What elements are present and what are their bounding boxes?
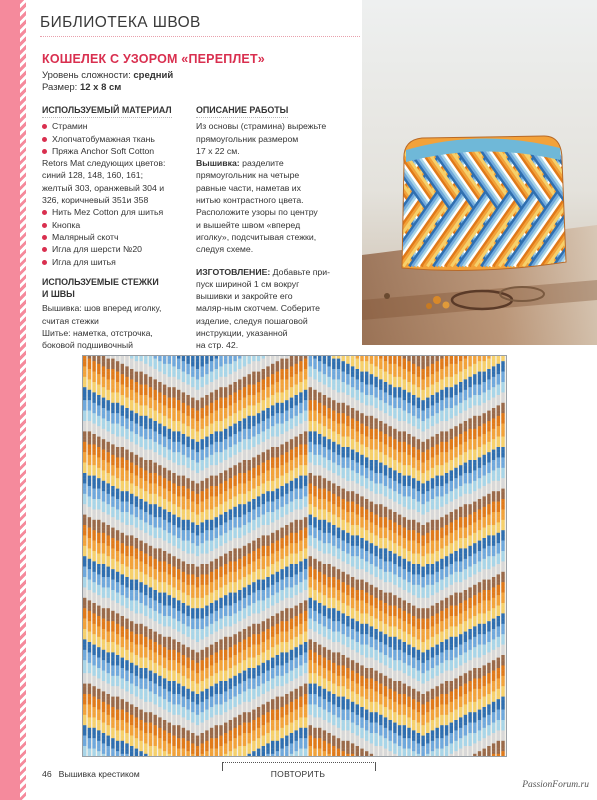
- page-footer: [42, 769, 140, 779]
- description-line: 17 x 22 см.: [196, 145, 240, 156]
- material-text: 326, коричневый 351и 358: [42, 195, 149, 206]
- material-text: Малярный скотч: [52, 231, 119, 242]
- bullet-icon: [42, 235, 47, 240]
- description-line: изделие, следуя пошаговой: [196, 315, 308, 326]
- difficulty-label: Уровень сложности:: [42, 70, 131, 81]
- material-item: [42, 219, 192, 231]
- description-line: Из основы (страмина) вырежьте: [196, 121, 327, 132]
- material-text: Страмин: [52, 121, 88, 132]
- description-heading: ОПИСАНИЕ РАБОТЫ: [196, 104, 288, 118]
- magazine-name: Вышивка крестиком: [58, 769, 140, 779]
- making-line: [196, 266, 360, 278]
- size-line: [42, 82, 121, 93]
- materials-list: [42, 120, 192, 268]
- repeat-label: ПОВТОРИТЬ: [270, 769, 326, 779]
- description-line: следуя схеме.: [196, 244, 254, 255]
- material-item: [42, 206, 192, 218]
- embroidery-first: разделите: [239, 158, 284, 169]
- material-item: [42, 169, 192, 181]
- description-line: прямоугольник размером: [196, 133, 299, 144]
- description-column: [196, 104, 360, 352]
- description-line: иголку», подсчитывая стежки,: [196, 231, 317, 242]
- stitches-line: Шитье: наметка, отстрочка,: [42, 328, 153, 339]
- material-text: синий 128, 148, 160, 161;: [42, 170, 143, 181]
- bullet-icon: [42, 210, 47, 215]
- bullet-icon: [42, 223, 47, 228]
- material-text: Нить Mez Cotton для шитья: [52, 207, 164, 218]
- description-line: и вышейте швом «вперед: [196, 219, 301, 230]
- embroidery-line: [196, 157, 360, 169]
- material-item: [42, 256, 192, 268]
- stitches-line: Вышивка: шов вперед иголку,: [42, 303, 162, 314]
- bullet-icon: [42, 247, 47, 252]
- material-text: Retors Mat следующих цветов:: [42, 158, 166, 169]
- making-label: ИЗГОТОВЛЕНИЕ:: [196, 266, 271, 277]
- material-item: [42, 157, 192, 169]
- material-item: [42, 182, 192, 194]
- bullet-icon: [42, 137, 47, 142]
- article-title: КОШЕЛЕК С УЗОРОМ «ПЕРЕПЛЕТ»: [42, 52, 265, 66]
- section-divider: [40, 36, 360, 37]
- stitches-line: боковой подшивочный: [42, 340, 133, 351]
- material-item: [42, 194, 192, 206]
- difficulty-line: [42, 70, 173, 81]
- page-edge-zigzag: [20, 0, 26, 800]
- description-line: пуск шириной 1 см вокруг: [196, 278, 300, 289]
- page-edge-stripe: [0, 0, 20, 800]
- description-line: маляр-ным скотчем. Соберите: [196, 303, 320, 314]
- stitches-heading-1: ИСПОЛЬЗУЕМЫЕ СТЕЖКИ: [42, 276, 159, 287]
- description-line: на стр. 42.: [196, 340, 239, 351]
- material-item: [42, 133, 192, 145]
- material-text: желтый 303, оранжевый 304 и: [42, 182, 165, 193]
- materials-column: [42, 104, 192, 352]
- watermark: PassionForum.ru: [522, 780, 589, 790]
- description-line: Расположите узоры по центру: [196, 207, 318, 218]
- materials-heading: ИСПОЛЬЗУЕМЫЙ МАТЕРИАЛ: [42, 104, 172, 118]
- description-line: вышивки и закройте его: [196, 291, 293, 302]
- material-item: [42, 145, 192, 157]
- size-label: Размер:: [42, 82, 78, 93]
- material-item: [42, 243, 192, 255]
- material-text: Игла для шерсти №20: [52, 244, 142, 255]
- size-value: 12 x 8 см: [79, 82, 122, 93]
- material-text: Хлопчатобумажная ткань: [52, 133, 155, 144]
- bullet-icon: [42, 149, 47, 154]
- making-first: Добавьте при-: [270, 266, 330, 277]
- embroidery-label: Вышивка:: [196, 158, 240, 169]
- bullet-icon: [42, 260, 47, 265]
- purse-photo: [362, 0, 597, 345]
- material-text: Пряжа Anchor Soft Cotton: [52, 145, 155, 156]
- material-text: Кнопка: [52, 219, 81, 230]
- description-line: нитью контрастного цвета.: [196, 195, 304, 206]
- description-line: прямоугольник на четыре: [196, 170, 300, 181]
- bargello-chart: [82, 355, 507, 757]
- page-number: 46: [42, 769, 52, 779]
- bullet-icon: [42, 124, 47, 129]
- description-line: инструкции, указанной: [196, 328, 288, 339]
- material-item: [42, 231, 192, 243]
- description-line: равные части, наметав их: [196, 182, 302, 193]
- stitches-line: считая стежки: [42, 315, 99, 326]
- material-item: [42, 120, 192, 132]
- difficulty-value: средний: [133, 70, 174, 81]
- section-title: БИБЛИОТЕКА ШВОВ: [40, 14, 201, 31]
- stitches-heading-2: И ШВЫ: [42, 289, 75, 300]
- material-text: Игла для шитья: [52, 256, 116, 267]
